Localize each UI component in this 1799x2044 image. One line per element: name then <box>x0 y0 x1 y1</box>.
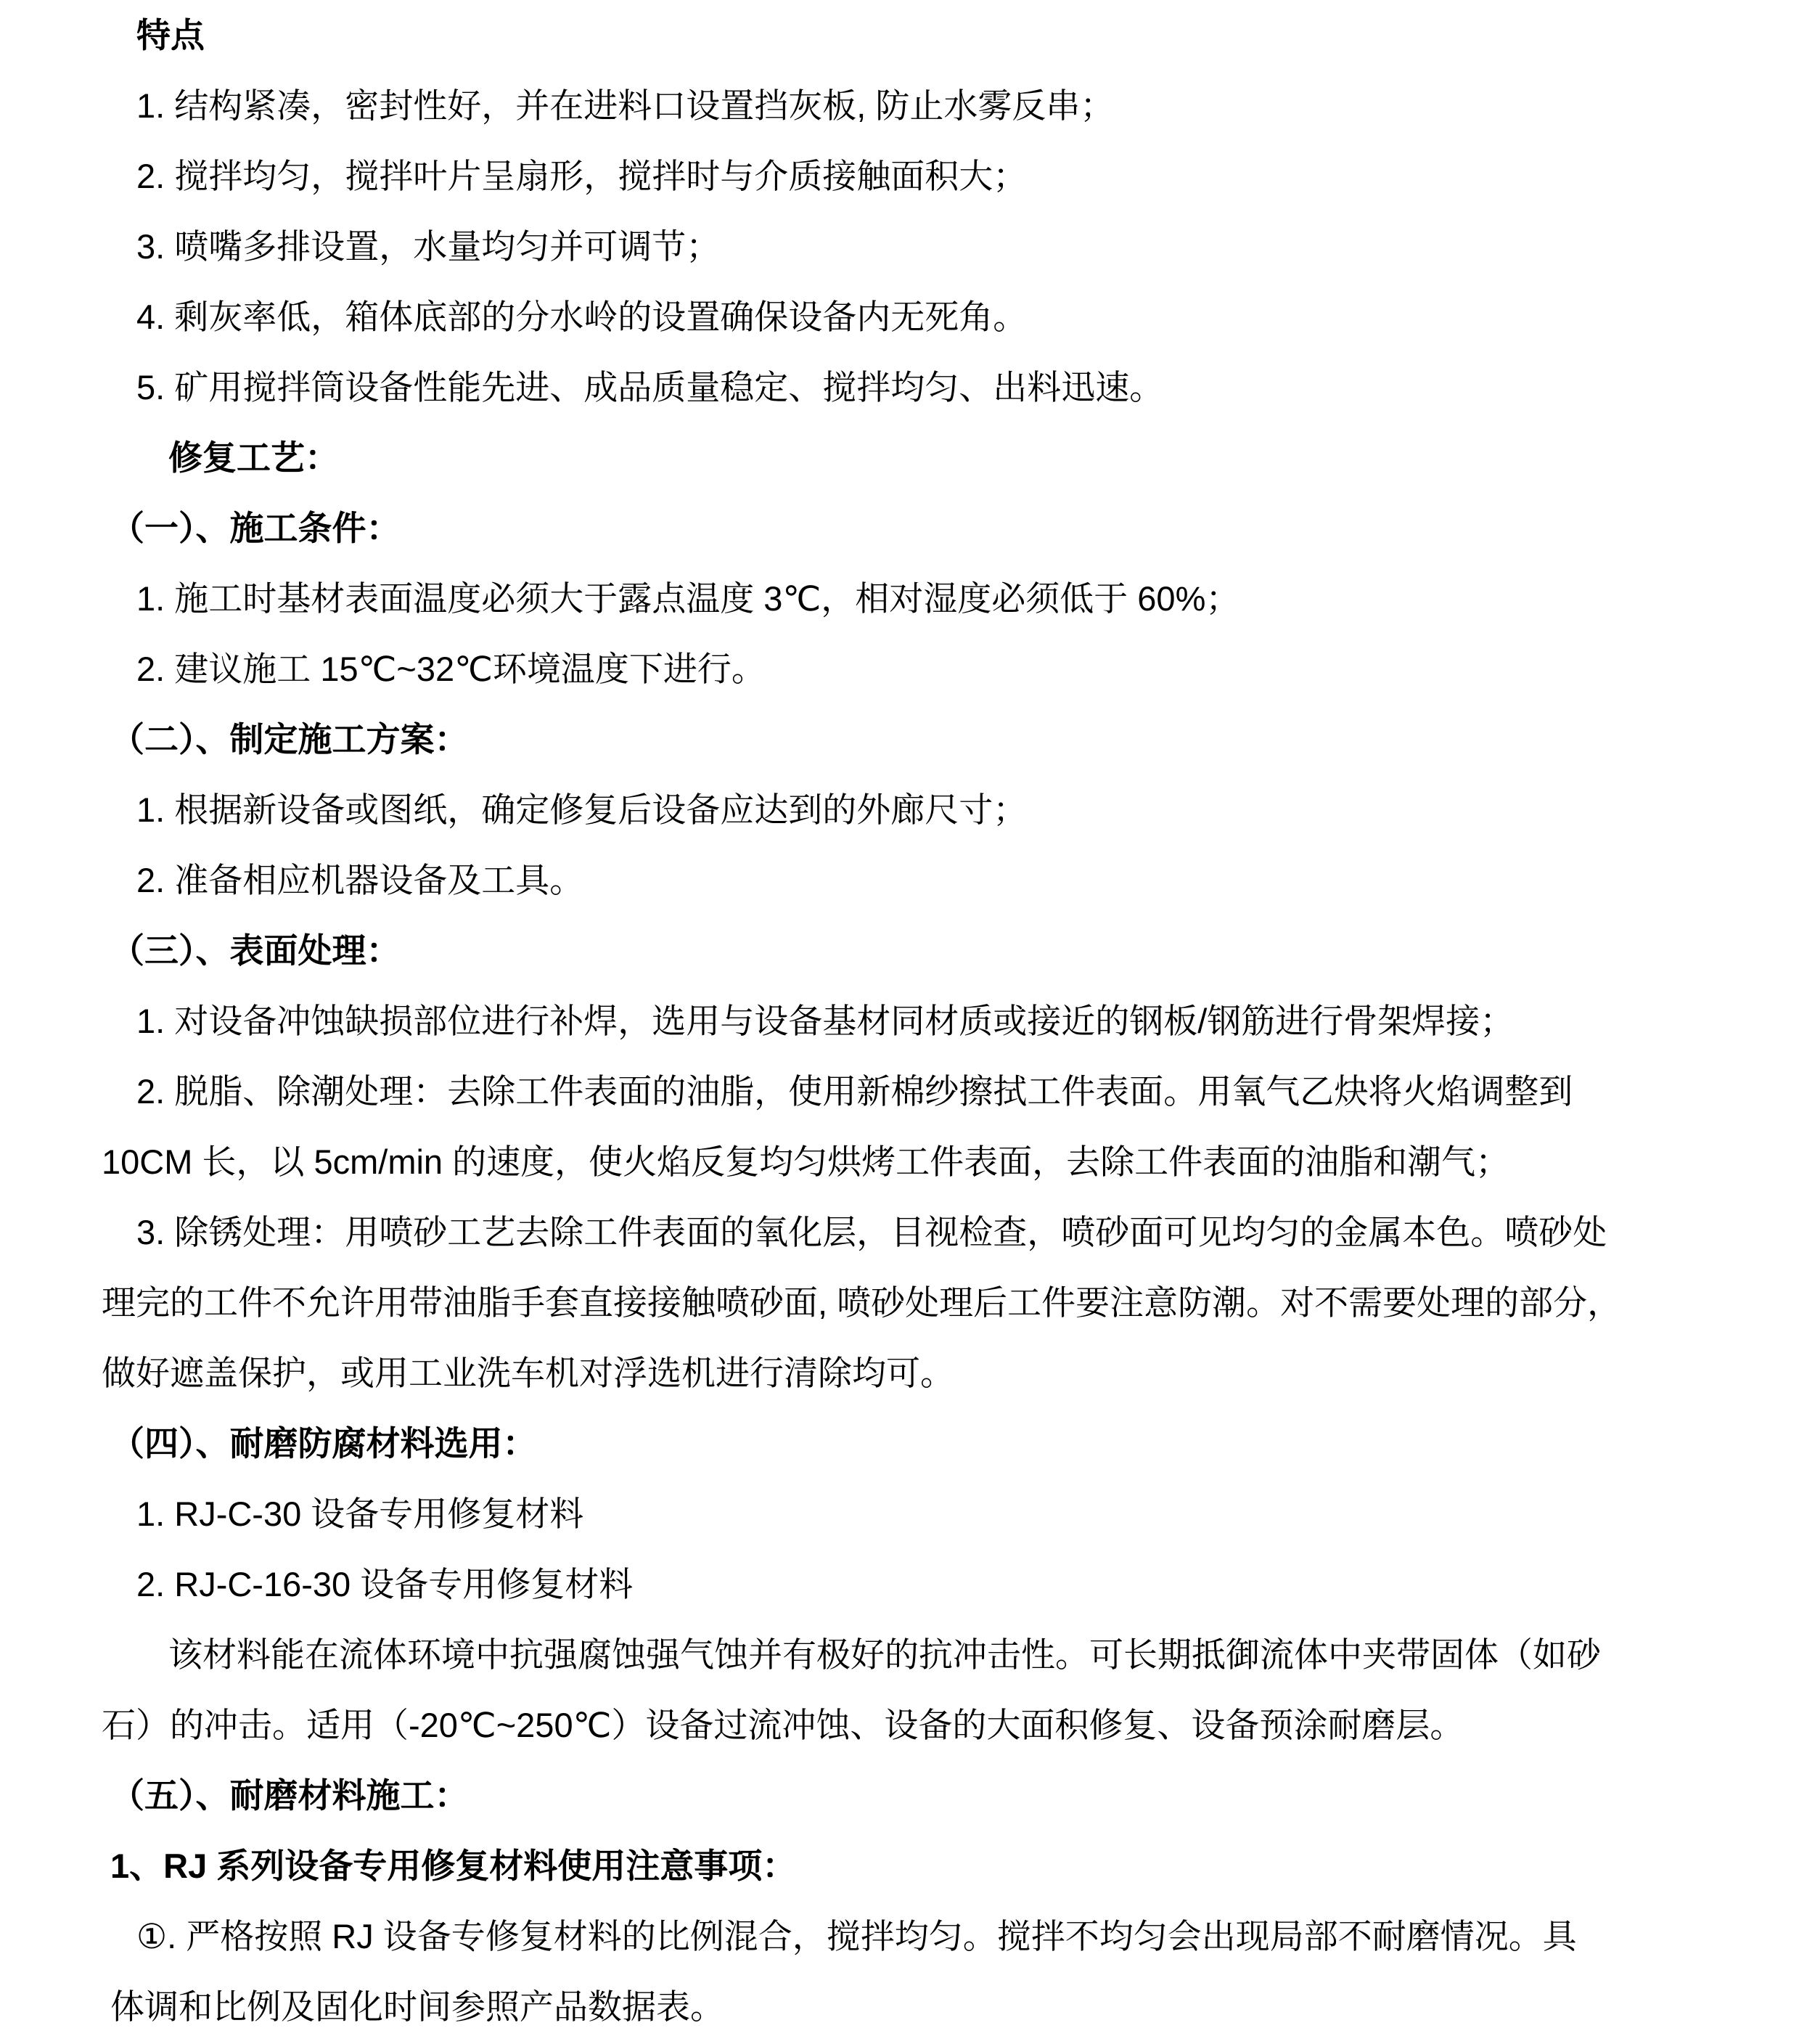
document-text-line: 1. 施工时基材表面温度必须大于露点温度 3℃，相对湿度必须低于 60%； <box>136 579 1240 618</box>
document-heading-line: 1、RJ 系列设备专用修复材料使用注意事项： <box>110 1847 797 1885</box>
document-heading-line: （一）、施工条件： <box>110 509 401 547</box>
document-text-line: 1. RJ-C-30 设备专用修复材料 <box>136 1495 584 1533</box>
document-heading-line: （四）、耐磨防腐材料选用： <box>110 1424 537 1463</box>
document-text-line: 2. 准备相应机器设备及工具。 <box>136 861 584 899</box>
document-text-line: 2. 脱脂、除潮处理：去除工件表面的油脂，使用新棉纱擦拭工件表面。用氧气乙炔将火焰调整到 <box>136 1072 1573 1111</box>
document-text-line: 做好遮盖保护，或用工业洗车机对浮选机进行清除均可。 <box>102 1354 954 1392</box>
document-text-line: 理完的工件不允许用带油脂手套直接接触喷砂面, 喷砂处理后工件要注意防潮。对不需要处理的部分， <box>102 1283 1622 1322</box>
document-text-line: 体调和比例及固化时间参照产品数据表。 <box>110 1987 724 2026</box>
document-text-line: 石）的冲击。适用（-20℃~250℃）设备过流冲蚀、设备的大面积修复、设备预涂耐磨层。 <box>102 1706 1464 1744</box>
document-text-line: 1. 结构紧凑，密封性好，并在进料口设置挡灰板, 防止水雾反串； <box>136 86 1115 125</box>
document-text-line: 3. 除锈处理：用喷砂工艺去除工件表面的氧化层，目视检查，喷砂面可见均匀的金属本色。喷砂处 <box>136 1213 1607 1251</box>
document-heading-line: （三）、表面处理： <box>110 931 401 970</box>
document-heading-line: （二）、制定施工方案： <box>110 720 469 759</box>
document-text-line: 5. 矿用搅拌筒设备性能先进、成品质量稳定、搅拌均匀、出料迅速。 <box>136 368 1164 406</box>
document-heading-line: （五）、耐磨材料施工： <box>110 1776 469 1815</box>
document-text-line: 该材料能在流体环境中抗强腐蚀强气蚀并有极好的抗冲击性。可长期抵御流体中夹带固体（如砂 <box>168 1635 1601 1674</box>
document-heading-line: 修复工艺： <box>168 438 339 477</box>
document-text-line: 3. 喷嘴多排设置，水量均匀并可调节； <box>136 227 721 266</box>
document-text-line: 2. 搅拌均匀，搅拌叶片呈扇形，搅拌时与介质接触面积大； <box>136 157 1028 195</box>
document-text-line: ①. 严格按照 RJ 设备专修复材料的比例混合，搅拌均匀。搅拌不均匀会出现局部不耐磨情况。具 <box>136 1917 1577 1955</box>
document-text-line: 10CM 长，以 5cm/min 的速度，使火焰反复均匀烘烤工件表面，去除工件表面的油脂和潮气； <box>102 1142 1510 1181</box>
document-text-line: 1. 对设备冲蚀缺损部位进行补焊，选用与设备基材同材质或接近的钢板/钢筋进行骨架焊接； <box>136 1002 1515 1040</box>
document-text-line: 4. 剩灰率低，箱体底部的分水岭的设置确保设备内无死角。 <box>136 298 1028 336</box>
document-heading-line: 特点 <box>136 16 205 54</box>
document-text-line: 2. RJ-C-16-30 设备专用修复材料 <box>136 1565 634 1603</box>
document-text-line: 1. 根据新设备或图纸，确定修复后设备应达到的外廊尺寸； <box>136 790 1028 829</box>
document-text-line: 2. 建议施工 15℃~32℃环境温度下进行。 <box>136 650 766 688</box>
